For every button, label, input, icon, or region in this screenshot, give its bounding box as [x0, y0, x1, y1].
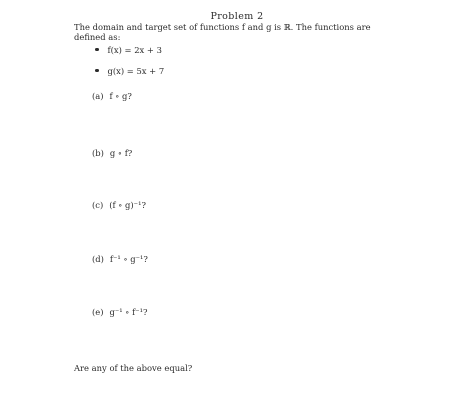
bullet-dot — [95, 69, 99, 73]
definition-text: g(x) = 5x + 7 — [107, 66, 165, 76]
part-label: (d) — [92, 254, 104, 264]
definition-g — [95, 66, 164, 76]
part-label: (a) — [92, 91, 104, 101]
part-b — [92, 148, 132, 158]
part-label: (c) — [92, 200, 104, 210]
closing-question: Are any of the above equal? — [74, 363, 193, 373]
problem-title: Problem 2 — [210, 11, 264, 22]
part-text: f⁻¹ ∘ g⁻¹? — [109, 254, 148, 264]
problem-intro: The domain and target set of functions f and g is ℝ. The functions are defined as: — [74, 22, 371, 42]
part-text: (f ∘ g)⁻¹? — [109, 200, 146, 210]
part-c — [92, 200, 146, 210]
part-text: f ∘ g? — [109, 91, 132, 101]
part-a — [92, 91, 132, 101]
part-e — [92, 307, 147, 317]
part-text: g⁻¹ ∘ f⁻¹? — [109, 307, 148, 317]
part-text: g ∘ f? — [109, 148, 133, 158]
definition-f — [95, 45, 162, 55]
bullet-dot — [95, 48, 99, 52]
part-d — [92, 254, 148, 264]
part-label: (b) — [92, 148, 104, 158]
part-label: (e) — [92, 307, 104, 317]
definition-text: f(x) = 2x + 3 — [107, 45, 162, 55]
